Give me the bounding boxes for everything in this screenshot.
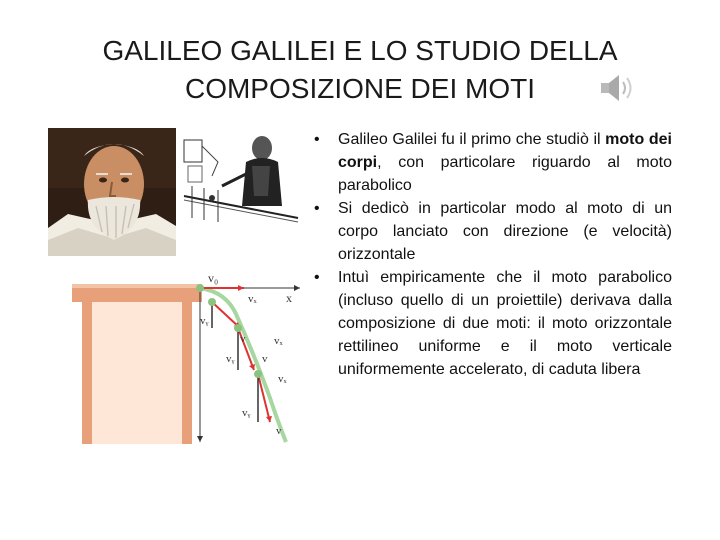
bullet-item [310,197,672,266]
label-x: x [286,291,292,305]
label-v-3: v [276,425,282,437]
bullet-3-text: Intuì empiricamente che il moto parabolico (incluso quello di un proiettile) derivava dalla composizione di due moti: il moto orizzontale rettilineo uniforme e il moto verticale uniformemente accelerato, di caduta libera [338,269,672,378]
bullet-item [310,266,672,381]
bullet-item [310,128,672,197]
bullet-2-text: Si dedicò in particolar modo al moto di un corpo lanciato con direzione (e velocità) orizzontale [338,200,672,263]
speaker-icon[interactable] [598,72,638,104]
label-vy-2: vᵧ [226,353,235,365]
title-line-1: GALILEO GALILEI E LO STUDIO DELLA [102,35,618,66]
bullet-1-text: Galileo Galilei fu il primo che studiò il [338,131,606,148]
bullet-list [310,128,672,381]
label-v0: v₀ [208,271,219,285]
title-line-2: COMPOSIZIONE DEI MOTI [184,73,535,104]
label-v-1: v [240,333,246,345]
label-vx-2: vₓ [274,335,283,347]
bullet-1-bold: moto dei corpi [338,131,672,171]
label-vx-3: vₓ [278,373,287,385]
label-vy-1: vᵧ [200,315,209,327]
parabolic-motion-diagram [72,266,304,446]
galileo-portrait [48,128,176,256]
slide-title [60,32,660,108]
label-v-2: v [262,353,268,365]
inclined-plane-sketch [182,126,300,224]
label-vy-3: vᵧ [242,407,251,419]
label-vx-1: vₓ [248,293,257,305]
bullet-1-text-end: , con particolare riguardo al moto parabolico [338,154,672,194]
